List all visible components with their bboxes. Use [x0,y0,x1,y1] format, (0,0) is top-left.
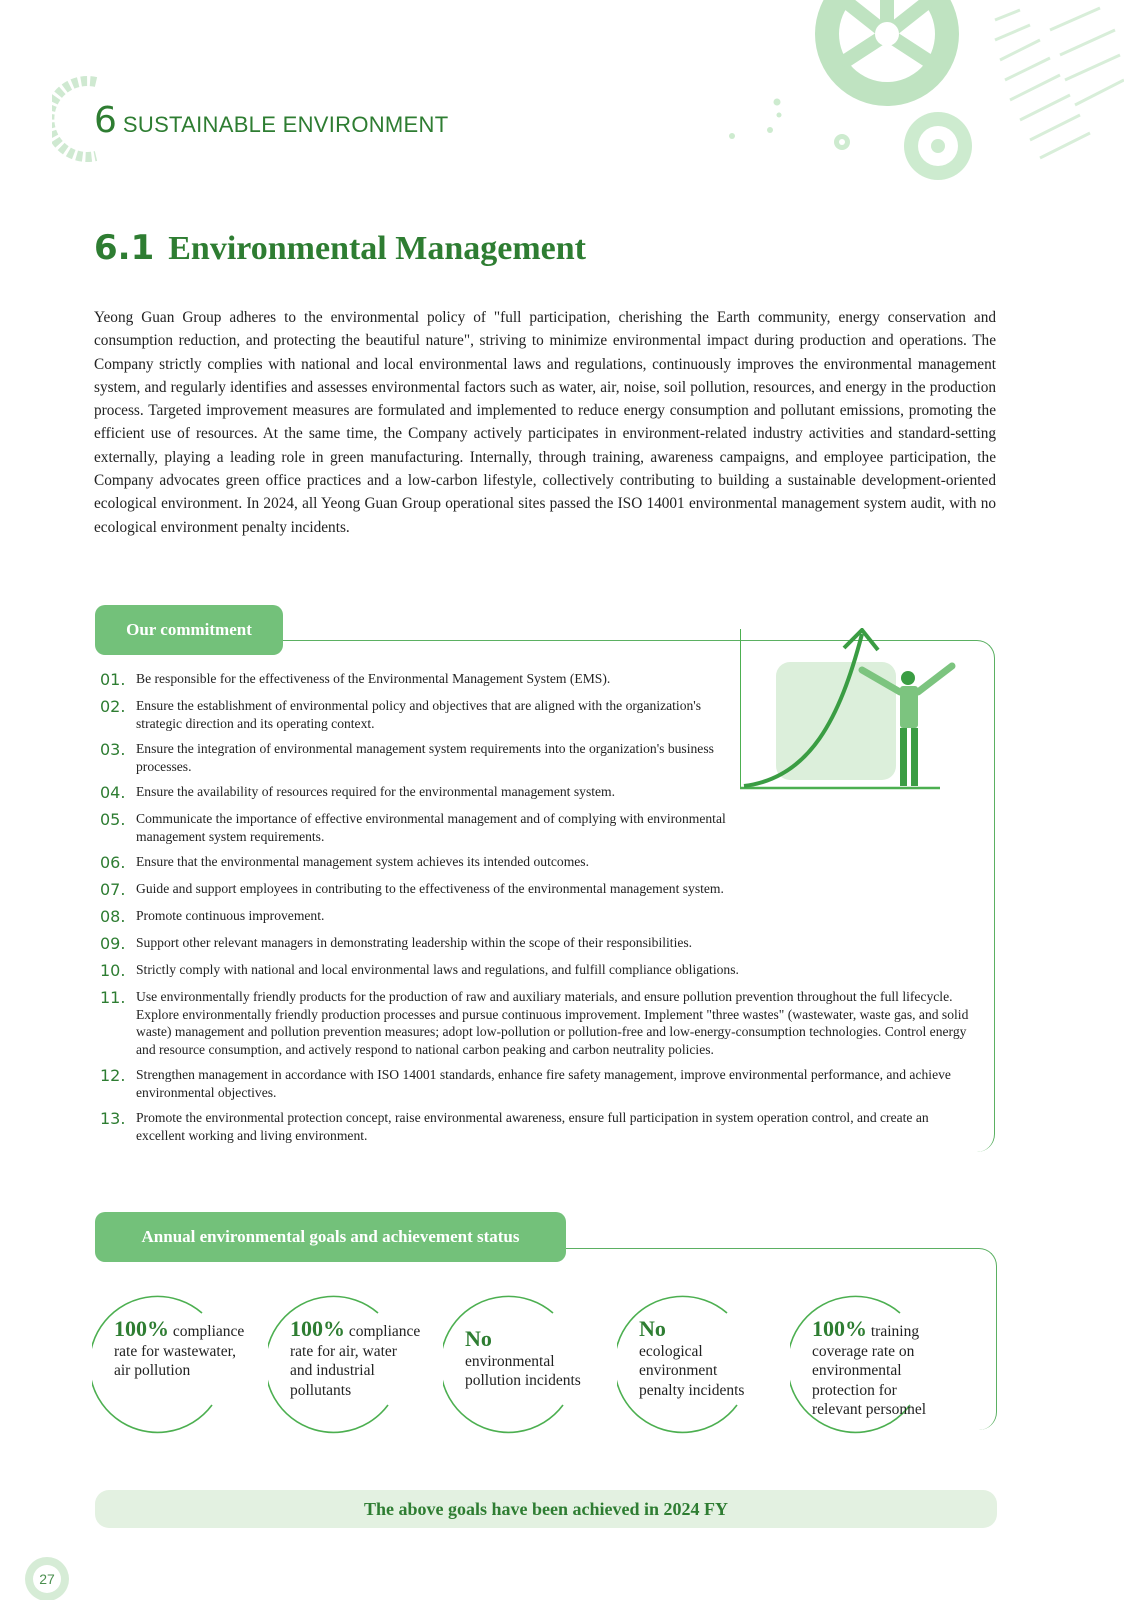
commitment-list [100,670,970,1152]
goal-text: ecological environment penalty incidents [639,1342,745,1399]
commitment-item [100,907,970,926]
goal-highlight: 100% [114,1316,169,1341]
section-title: Environmental Management [168,230,586,267]
goal-highlight: 100% [812,1316,867,1341]
commitment-item [100,1066,970,1101]
commitment-item-number: 10. [100,961,126,980]
goals-label: Annual environmental goals and achievement status [95,1212,566,1262]
commitment-item-text: Promote continuous improvement. [136,908,325,923]
goal-item [268,1295,428,1435]
commitment-item-text: Support other relevant managers in demonstrating leadership within the scope of their responsibilities. [136,935,693,950]
commitment-item [100,740,970,775]
goal-item [443,1295,603,1435]
section-heading [94,228,586,268]
commitment-item-number: 02. [100,697,126,716]
goal-text: rate for air, water and industrial pollutants [290,1342,397,1399]
commitment-item [100,853,970,872]
commitment-item [100,697,970,732]
commitment-item-number: 09. [100,934,126,953]
commitment-item-number: 08. [100,907,126,926]
commitment-item-number: 03. [100,740,126,759]
commitment-item-number: 01. [100,670,126,689]
goal-text: environmental pollution incidents [465,1352,581,1389]
goals-footer: The above goals have been achieved in 2024 FY [95,1490,997,1528]
commitment-item-text: Ensure the availability of resources required for the environmental management system. [136,784,616,799]
goal-lead: training [867,1323,920,1340]
chapter-number: 6 [94,100,117,141]
goal-highlight: No [465,1326,492,1351]
commitment-item-text: Promote the environmental protection concept, raise environmental awareness, ensure full participation in system operation control, and create an excellent working and living environment. [136,1110,929,1143]
commitment-item-text: Strengthen management in accordance with ISO 14001 standards, enhance fire safety management, improve environmental performance, and achieve environmental objectives. [136,1067,951,1100]
chapter-title: SUSTAINABLE ENVIRONMENT [122,112,449,137]
intro-paragraph: Yeong Guan Group adheres to the environmental policy of "full participation, cherishing the Earth community, energy conservation and consumption reduction, and protecting the beautiful nature", striving to minimize environmental impact during production and operations. The Company strictly complies with national and local environmental laws and regulations, continuously improves the environmental management system, and regularly identifies and assesses environmental factors such as water, air, noise, soil pollution, resources, and energy in the production process. Targeted improvement measures are formulated and implemented to reduce energy consumption and pollutant emissions, promoting the efficient use of resources. At the same time, the Company actively participates in environment-related industry activities and standard-setting externally, playing a leading role in green manufacturing. Internally, through training, awareness campaigns, and employee participation, the Company advocates green office practices and a low-carbon lifestyle, collectively contributing to building a sustainable development-oriented ecological environment. In 2024, all Yeong Guan Group operational sites passed the ISO 14001 environmental management system audit, with no ecological environment penalty incidents. [94,309,996,536]
goal-item [790,1295,950,1435]
commitment-item-number: 11. [100,988,126,1007]
commitment-item-number: 12. [100,1066,126,1085]
goal-item [617,1295,777,1435]
commitment-item [100,934,970,953]
commitment-label: Our commitment [95,605,283,655]
commitment-item-number: 13. [100,1109,126,1128]
chapter-heading [94,100,448,140]
page-number: 27 [39,1571,55,1587]
commitment-item [100,961,970,980]
commitment-item-text: Ensure the establishment of environmental policy and objectives that are aligned with the organization's strategic direction and its operating context. [136,698,702,731]
commitment-item-text: Use environmentally friendly products for the production of raw and auxiliary materials, and ensure pollution prevention throughout the full lifecycle. Explore environmentally friendly production processes and pursue continuous improvement. Implement "three wastes" (wastewater, waste gas, and solid waste) management and pollution prevention measures; adopt low-pollution or pollution-free and low-energy-consumption technologies. Control energy and resource consumption, and actively respond to national carbon peaking and carbon neutrality policies. [136,989,969,1057]
goal-item [92,1295,252,1435]
commitment-item-number: 06. [100,853,126,872]
commitment-item-number: 07. [100,880,126,899]
commitment-item-number: 04. [100,783,126,802]
commitment-item-number: 05. [100,810,126,829]
goal-text: coverage rate on environmental protection for relevant personnel [812,1342,927,1418]
goal-text: rate for wastewater, air pollution [114,1342,237,1379]
commitment-item-text: Strictly comply with national and local environmental laws and regulations, and fulfill compliance obligations. [136,962,739,977]
goal-lead: compliance [345,1323,421,1340]
section-number: 6.1 [94,228,155,268]
goal-lead: compliance [169,1323,245,1340]
commitment-item-text: Ensure the integration of environmental management system requirements into the organization's business processes. [136,741,714,774]
commitment-item [100,670,970,689]
commitment-item [100,880,970,899]
commitment-item-text: Ensure that the environmental management system achieves its intended outcomes. [136,854,589,869]
commitment-item [100,810,970,845]
commitment-item [100,783,970,802]
goal-highlight: 100% [290,1316,345,1341]
commitment-item-text: Communicate the importance of effective environmental management and of complying with environmental management system requirements. [136,811,726,844]
gear-decoration-icon [720,0,1124,200]
commitment-item [100,1109,970,1144]
commitment-item-text: Be responsible for the effectiveness of the Environmental Management System (EMS). [136,671,611,686]
commitment-item [100,988,970,1058]
goal-highlight: No [639,1316,666,1341]
commitment-item-text: Guide and support employees in contributing to the effectiveness of the environmental management system. [136,881,724,896]
